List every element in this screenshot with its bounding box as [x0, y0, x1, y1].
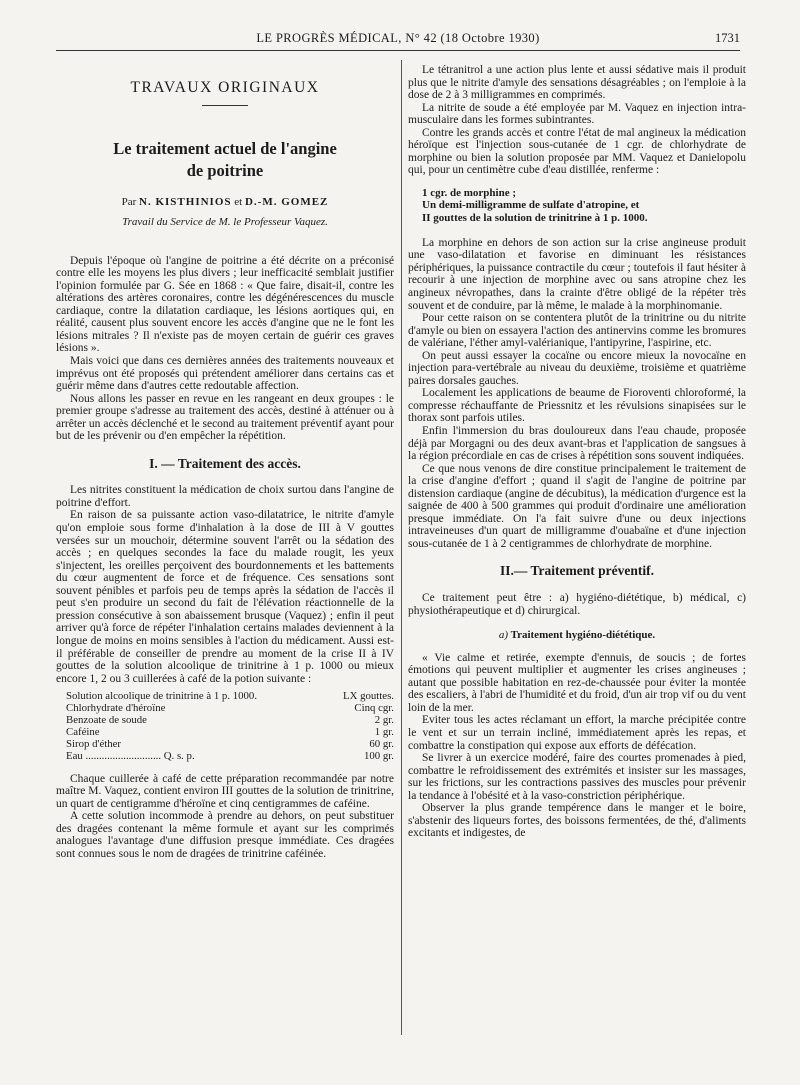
prescription — [422, 187, 746, 224]
paragraph: Contre les grands accès et contre l'état de mal angineux la médication héroïque est l'injection sous-cutanée de 1 cgr. de chlorhydrate de morphine ou bien la solution proposée par MM. Vaquez et Danielopolu qui, pour un centimètre cube d'eau distillée, renferme : — [408, 126, 746, 177]
left-column — [56, 64, 394, 860]
formula-row: Benzoate de soude 2 gr. — [66, 713, 394, 726]
right-column — [408, 64, 746, 840]
column-divider — [401, 60, 402, 1035]
paragraph: Se livrer à un exercice modéré, faire des courtes promenades à pied, combattre le refroidissement des extrémités et insister sur les massages, sur les frictions, sur les contractions passives des muscles pour prévenir la tendance à l'obésité et à la vaso-constriction périphérique. — [408, 752, 746, 802]
paragraph: Mais voici que dans ces dernières années des traitements nouveaux et imprévus ont été proposés qui prétendent améliorer dans certains cas et guérir même dans d'autres cette redoutable affection. — [56, 355, 394, 393]
paragraph: Localement les applications de beaume de Fioroventi chloroformé, la compresse réchauffante de Priessnitz et les révulsions sinapisées sur le thorax sont parfois utiles. — [408, 387, 746, 425]
byline — [56, 196, 394, 209]
paragraph: Le tétranitrol a une action plus lente et aussi sédative mais il produit plus que le nitrite d'amyle des sensations désagréables ; on l'emploie à la dose de 2 à 3 milligrammes en comprimés. — [408, 64, 746, 102]
journal-title: LE PROGRÈS MÉDICAL, N° 42 (18 Octobre 1930) — [256, 31, 540, 45]
formula-row: Caféine 1 gr. — [66, 725, 394, 738]
paragraph: La morphine en dehors de son action sur la crise angineuse produit une vaso-dilatation et favorise en diminuant les résistances périphériques, la puissance contractile du cœur ; toutefois il faut hésiter à recourir à une injection de morphine avec ou sans atropine chez les angineux névropathes, dans la crainte d'être obligé de la répéter très souvent et de conduire, par là même, le malade à la morphinomanie. — [408, 236, 746, 312]
byline-et: et — [234, 195, 243, 208]
formula-table — [66, 691, 394, 762]
section-kicker: TRAVAUX ORIGINAUX — [130, 79, 320, 96]
running-header — [56, 30, 740, 51]
author-1: N. KISTHINIOS — [139, 195, 232, 208]
article-title-line-2: de poitrine — [186, 160, 264, 180]
paragraph: Nous allons les passer en revue en les rangeant en deux groupes : le premier groupe s'adresse au traitement des accès, destiné à atténuer ou à arrêter un accès déclenché et le second au traitement préventif ayant pour but de les prévenir ou d'en empêcher la répétition. — [56, 392, 394, 443]
paragraph: On peut aussi essayer la cocaïne ou encore mieux la novocaïne en injection para-vertébrale au niveau du deuxième, troisième et quatrième paires dorsales gauches. — [408, 349, 746, 387]
subsection-title: Traitement hygiéno-diététique. — [510, 629, 656, 642]
subsection-heading — [408, 629, 746, 642]
formula-row: Sirop d'éther 60 gr. — [66, 737, 394, 750]
paragraph: Pour cette raison on se contentera plutôt de la trinitrine ou du nitrite d'amyle ou bien on essayera l'action des antinervins comme les bromures de valériane, l'éther amyl-valérianique, l'antipyrine, l'aspirine, etc. — [408, 312, 746, 350]
prescription-line: II gouttes de la solution de trinitrine à 1 p. 1000. — [422, 211, 648, 224]
paragraph: « Vie calme et retirée, exempte d'ennuis, de soucis ; de fortes émotions qui peuvent multiplier et augmenter les crises angineuses ; autant que possible habitation en rez-de-chaussée pour éviter la montée des escaliers, à l'abri de l'humidité et du froid, d'un air trop vif ou du vent loin de la mer. — [408, 651, 746, 714]
article-title-line-1: Le traitement actuel de l'angine — [113, 138, 337, 158]
prescription-line: Un demi-milligramme de sulfate d'atropine, et — [422, 199, 640, 212]
paragraph: A cette solution incommode à prendre au dehors, on peut substituer des dragées contenant la même formule et ayant sur les comprimés analogues l'avantage d'une diffusion presque immédiate. Ces dragées sont connues sous le nom de dragées de trinitrine caféinée. — [56, 810, 394, 860]
affiliation: Travail du Service de M. le Professeur Vaquez. — [122, 216, 328, 229]
section-heading-acces: I. — Traitement des accès. — [149, 455, 301, 471]
author-2: D.-M. GOMEZ — [244, 195, 329, 208]
paragraph: En raison de sa puissante action vaso-dilatatrice, le nitrite d'amyle qu'on emploie sous forme d'inhalation à la dose de III à V gouttes versées sur un mouchoir, détermine souvent l'arrêt ou la sédation des accès ; en quelques secondes la face du malade rougit, les yeux s'injectent, les oreilles perçoivent des bourdonnements et les battements du cœur augmentent de force et de fréquence. Ces sensations sont souvent pénibles et parfois peu de temps après la sédation de l'accès il peut s'en produire un second du fait de l'élévation réactionnelle de la pression consécutive à son abaissement brusque (Vaquez) ; enfin il peut arriver qu'à force de répéter l'inhalation certains malades deviennent à la longue de moins en moins sensibles à l'action du médicament. Aussi est-il préférable de conseiller de prendre au moment de la crise II à IV gouttes de la solution alcoolique de trinitrine à 1 p. 1000 ou mieux encore 1, 2 ou 3 cuillerées à café de la potion suivante : — [56, 509, 394, 685]
paragraph: Enfin l'immersion du bras douloureux dans l'eau chaude, proposée déjà par Morgagni ou des deux avant-bras et l'application de sangsues à la région précordiale en cas de crises à répétition sons souvent indiquées. — [408, 425, 746, 463]
formula-row: Eau ............................ Q. s. p. 100 gr. — [66, 749, 394, 762]
kicker-rule — [202, 105, 248, 106]
formula-row: Chlorhydrate d'héroïne Cinq cgr. — [66, 702, 394, 715]
prescription-line: 1 cgr. de morphine ; — [422, 186, 517, 199]
paragraph: Chaque cuillerée à café de cette préparation recommandée par notre maître M. Vaquez, contient environ III gouttes de la solution de trinitrine, un quart de centigramme d'héroïne et cinq centigrammes de caféine. — [56, 772, 394, 810]
paragraph: Ce traitement peut être : a) hygiéno-diététique, b) médical, c) physiothérapeutique et d) chirurgical. — [408, 592, 746, 617]
byline-par: Par — [121, 195, 137, 208]
paragraph: Les nitrites constituent la médication de choix surtou dans l'angine de poitrine d'effort. — [56, 484, 394, 509]
paragraph: Ce que nous venons de dire constitue principalement le traitement de la crise d'angine d'effort ; quand il s'agit de l'angine de poitrine par distension cardiaque (angine de décubitus), la médication d'urgence est la saignée de 400 à 500 grammes qui produit d'ordinaire une amélioration presque immédiate. On l'a fait suivre d'une ou deux injections intraveineuses d'un quart de milligramme d'ouabaïne et d'une injection sous-cutanée de 1 à 2 centigrammes de chlorhydrate de morphine. — [408, 462, 746, 550]
article-title — [56, 138, 394, 182]
paragraph: La nitrite de soude a été employée par M. Vaquez en injection intra-musculaire dans les formes subintrantes. — [408, 101, 746, 127]
paragraph: Eviter tous les actes réclamant un effort, la marche précipitée contre le vent et sur un terrain incliné, immédiatement après les repas, et combattre la constipation qui expose aux efforts de défécation. — [408, 714, 746, 752]
paragraph: Observer la plus grande tempérence dans le manger et le boire, s'abstenir des liqueurs fortes, des boissons fermentées, de thé, d'aliments excitants et indigestes, de — [408, 802, 746, 840]
formula-row: Solution alcoolique de trinitrine à 1 p. 1000. LX gouttes. — [66, 690, 394, 703]
paragraph: Depuis l'époque où l'angine de poitrine a été décrite on a préconisé contre elle les moyens les plus divers ; leur inefficacité semblait justifier l'opinion formulée par G. Sée en 1868 : « Que faire, disait-il, contre les altérations des artères coronaires, contre les dégénérescences du muscle cardiaque, contre la dilatation cardiaque, les lésions aortiques qui, en réalité, causent plus souvent encore les accès d'angine que ne le font les lésions mitrales ? Il n'existe pas de moyen certain de guérir ces graves lésions ». — [56, 254, 394, 355]
section-heading-preventif: II.— Traitement préventif. — [500, 563, 654, 579]
page-number: 1731 — [715, 31, 740, 45]
subsection-marker: a) — [498, 629, 508, 642]
